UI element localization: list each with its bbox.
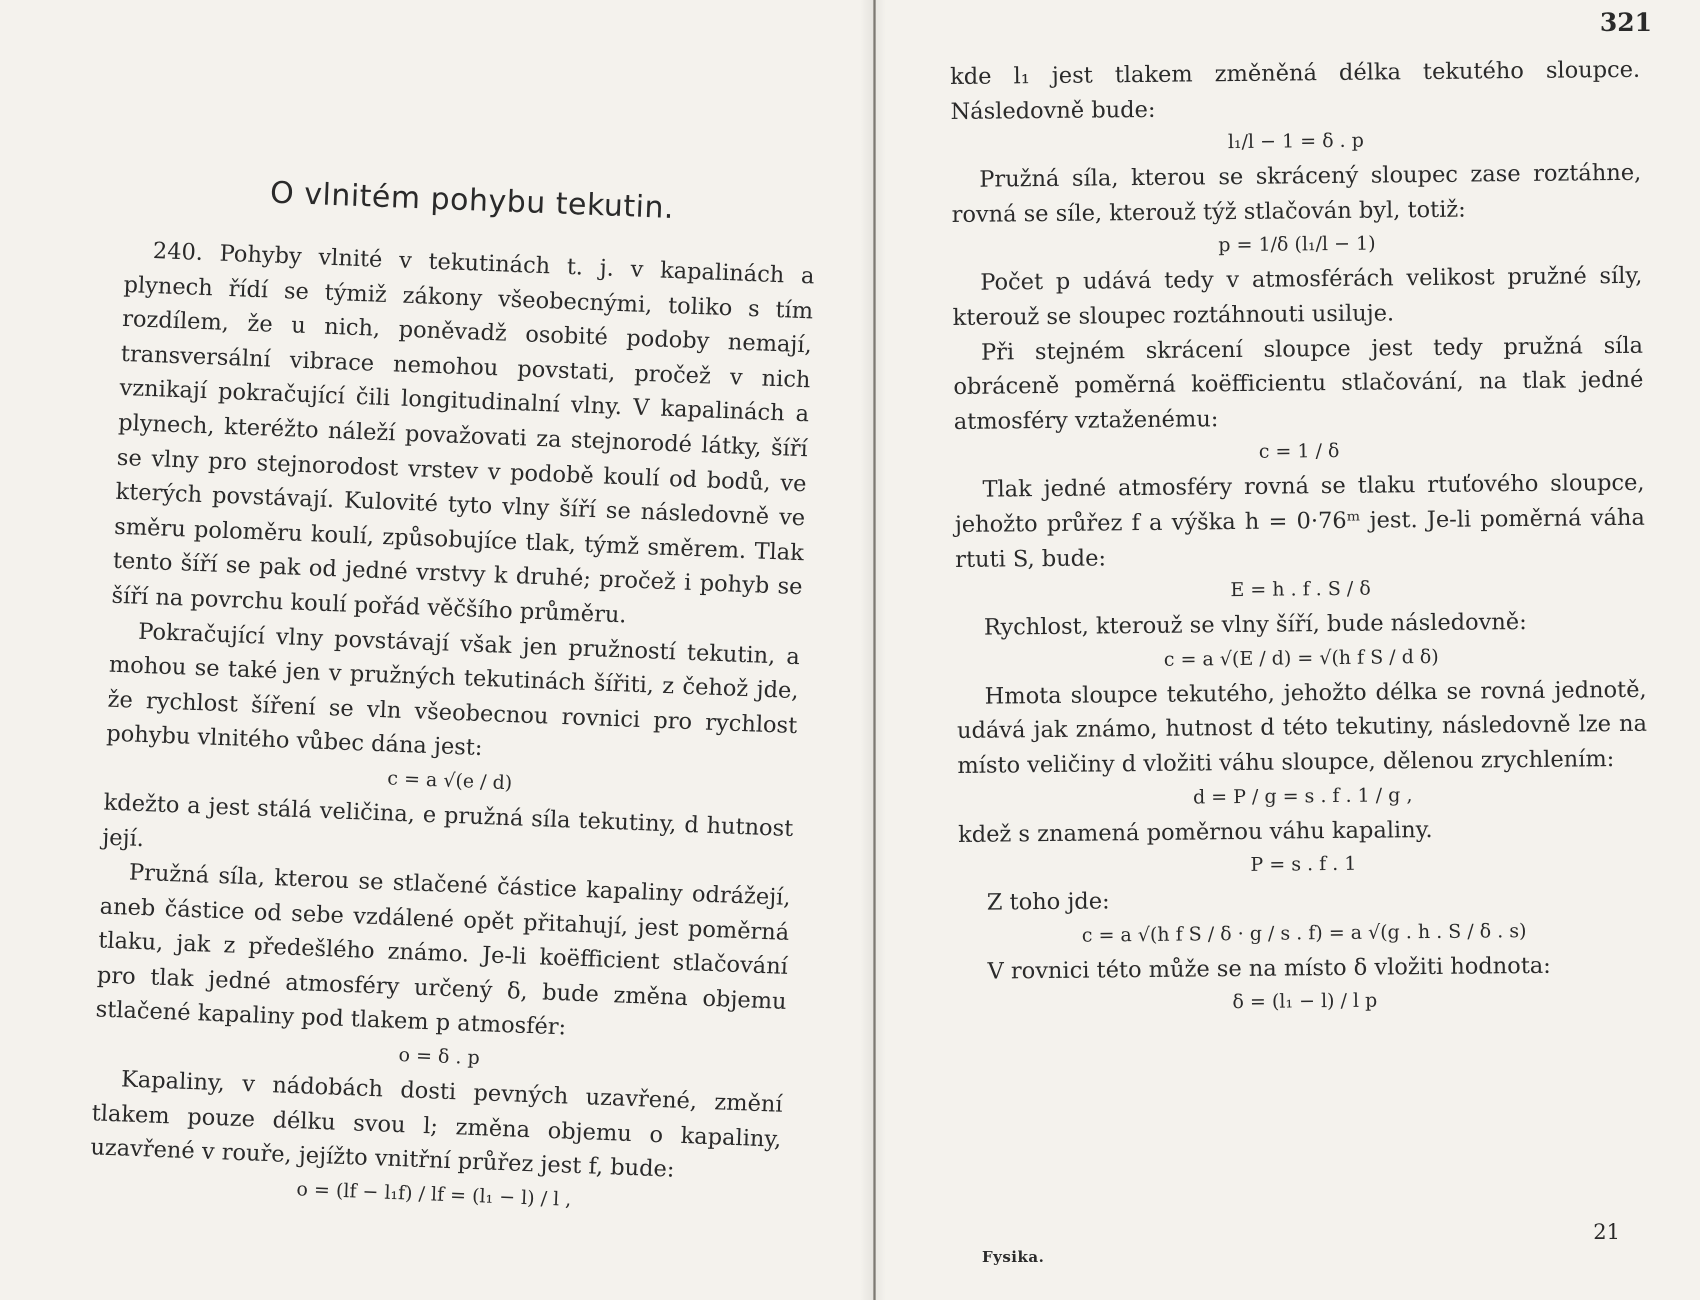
paragraph: kdež s znamená poměrnou váhu kapaliny. bbox=[957, 816, 1433, 848]
formula: c = a √(h f S / δ · g / s . f) = a √(g . h . S / δ . s) bbox=[1081, 919, 1527, 947]
paragraph: 240. Pohyby vlnité v tekutinách t. j. v kapalinách a plynech řídí se týmiž zákony všeobecnými, toliko s tím rozdílem, že u nich, poněvadž osobité podoby nemají, transversální vibrace nemohou povstati, pročež v nich vznikají pokračující čili longitudinalní vlny. V kapalinách a plynech, kteréžto náleží považovati za stejnorodé látky, šíří se vlny pro stejnorodost vrstev v podobě koulí od bodů, ve kterých povstávají. Kulovité tyto vlny šíří se následovně ve směru poloměru koulí, způsobujíce tlak, týmž směrem. Tlak tento šíří se pak od jedné vrstvy k druhé; pročež i pohyb se šíří na povrchu koulí pořád věčšího průměru. bbox=[111, 238, 815, 629]
book-gutter bbox=[873, 0, 876, 1300]
footer-label: Fysika. bbox=[982, 1248, 1045, 1266]
paragraph: Při stejném skrácení sloupce jest tedy pružná síla obráceně poměrná koëfficientu stlačování, na tlak jedné atmosféry vztaženému: bbox=[953, 332, 1644, 435]
right-page bbox=[880, 0, 1700, 1300]
paragraph: Z toho jde: bbox=[986, 888, 1110, 916]
paragraph: V rovnici této může se na místo δ vložiti hodnota: bbox=[987, 952, 1551, 985]
signature-number: 21 bbox=[1593, 1220, 1620, 1244]
formula: o = (lf − l₁f) / lf = (l₁ − l) / l , bbox=[296, 1178, 572, 1211]
paragraph: Pokračující vlny povstávají však jen pružností tekutin, a mohou se také jen v pružných tekutinách šířiti, z čehož jde, že rychlost šíření se vln všeobecnou rovnici pro rychlost pohybu vlnitého vůbec dána jest: bbox=[105, 618, 801, 762]
formula: o = δ . p bbox=[398, 1044, 481, 1070]
formula: p = 1/δ (l₁/l − 1) bbox=[1218, 232, 1376, 257]
paragraph: kde l₁ jest tlakem změněná délka tekutého sloupce. Následovně bude: bbox=[950, 56, 1641, 125]
formula: c = 1 / δ bbox=[1258, 440, 1340, 464]
formula: E = h . f . S / δ bbox=[1230, 577, 1371, 602]
paragraph: Kapaliny, v nádobách dosti pevných uzavřené, změní tlakem pouze délku svou l; změna objemu o kapaliny, uzavřené v rouře, jejížto vnitřní průřez jest f, bude: bbox=[89, 1066, 784, 1183]
paragraph: Pružná síla, kterou se stlačené částice kapaliny odrážejí, aneb částice od sebe vzdálené opět přitahují, jest poměrná tlaku, jak z předešlého známo. Je-li koëfficient stlačování pro tlak jedné atmosféry určený δ, bude změna objemu stlačené kapaliny pod tlakem p atmosfér: bbox=[95, 859, 792, 1041]
formula: P = s . f . 1 bbox=[1250, 852, 1357, 876]
paragraph: kdežto a jest stálá veličina, e pružná síla tekutiny, d hutnost její. bbox=[101, 789, 794, 852]
formula: c = a √(e / d) bbox=[386, 767, 513, 795]
paragraph: Počet p udává tedy v atmosférách velikost pružné síly, kterouž se sloupec roztáhnouti usiluje. bbox=[952, 263, 1643, 331]
formula: δ = (l₁ − l) / l p bbox=[1232, 989, 1378, 1014]
page-number: 321 bbox=[1599, 8, 1652, 37]
formula: c = a √(E / d) = √(h f S / d δ) bbox=[1163, 645, 1439, 671]
section-title: O vlnitém pohybu tekutin. bbox=[269, 175, 675, 226]
paragraph: Pružná síla, kterou se skrácený sloupec zase roztáhne, rovná se síle, kterouž týž stlačován byl, totiž: bbox=[951, 159, 1642, 228]
paragraph: Tlak jedné atmosféry rovná se tlaku rtuťového sloupce, jehožto průřez f a výška h = 0·76ᵐ jest. Je-li poměrná váha rtuti S, bude: bbox=[954, 470, 1645, 573]
left-page-text bbox=[88, 170, 817, 1226]
paragraph: Rychlost, kterouž se vlny šíří, bude následovně: bbox=[983, 609, 1527, 641]
right-page-text bbox=[950, 53, 1650, 1023]
formula: l₁/l − 1 = δ . p bbox=[1227, 129, 1364, 154]
formula: d = P / g = s . f . 1 / g , bbox=[1192, 783, 1413, 808]
paragraph: Hmota sloupce tekutého, jehožto délka se rovná jednotě, udává jak známo, hutnost d této tekutiny, následovně lze na místo veličiny d vložiti váhu sloupce, dělenou zrychlením: bbox=[956, 676, 1648, 779]
